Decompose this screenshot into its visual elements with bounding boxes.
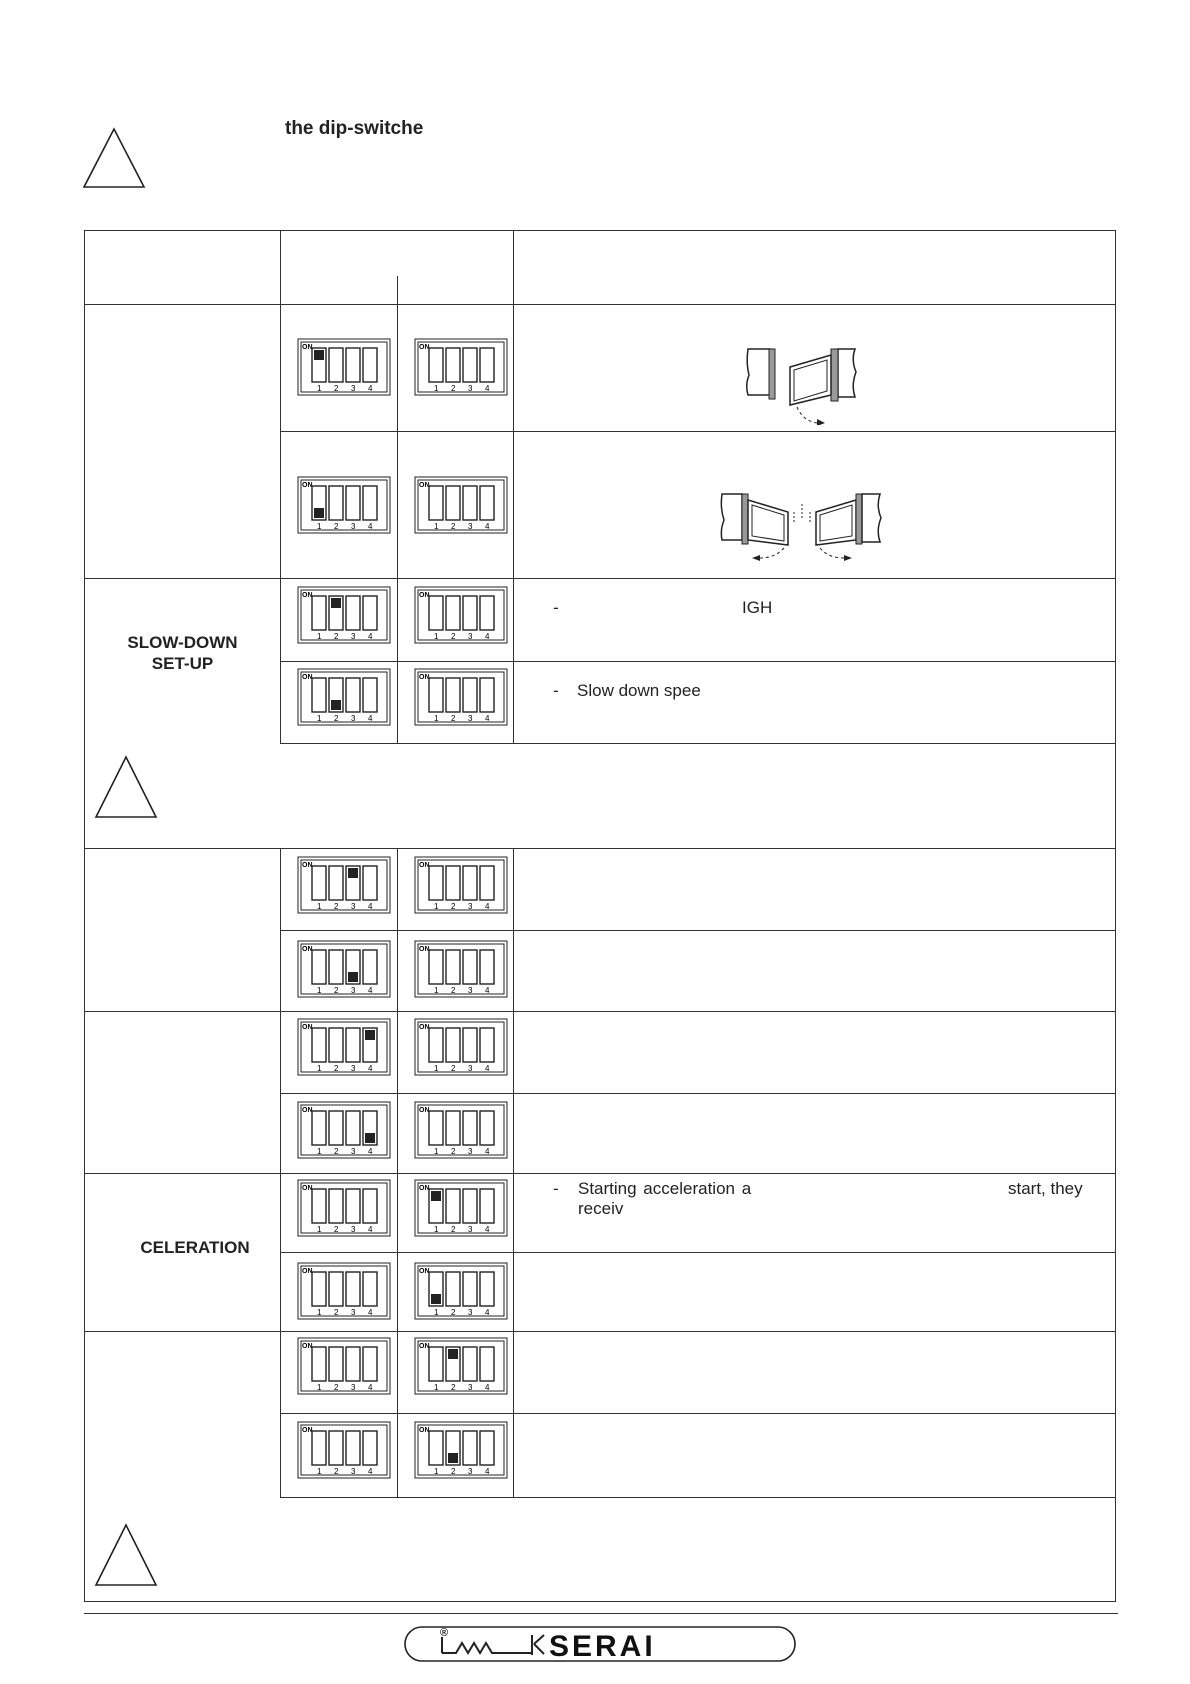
dip-switch-diagram <box>414 1179 508 1237</box>
dip-switch-number: 1 <box>434 632 439 641</box>
dip-switch-slot <box>363 1272 377 1306</box>
dip-switch-slot <box>312 1431 326 1465</box>
dip-switch-slot <box>329 1272 343 1306</box>
dip-switch-number: 3 <box>468 1467 473 1476</box>
dip-switch-slot <box>480 1347 494 1381</box>
slowdown-label-line2: SET-UP <box>151 654 214 673</box>
dip-switch-slot <box>312 1347 326 1381</box>
dip-switch-slot <box>463 950 477 984</box>
dip-switch-slot <box>363 1347 377 1381</box>
dip-switch-slot <box>312 1189 326 1223</box>
dip-on-label: ON <box>302 482 313 489</box>
dip-switch-number: 4 <box>485 632 490 641</box>
dip-switch-slot <box>363 486 377 520</box>
dip-switch-knob <box>314 350 324 360</box>
dip-switch-number: 1 <box>434 986 439 995</box>
dip-switch-number: 4 <box>485 1225 490 1234</box>
dip-switch-slot <box>480 866 494 900</box>
dip-switch-diagram <box>414 1262 508 1320</box>
dip-switch-slot <box>446 866 460 900</box>
dip-switch-number: 1 <box>317 1383 322 1392</box>
dip-switch-number: 1 <box>317 1064 322 1073</box>
dip-switch-number: 2 <box>334 902 339 911</box>
dash: - <box>553 1179 559 1198</box>
warning-triangle-icon <box>94 755 158 819</box>
dip-switch-slot <box>429 348 443 382</box>
dip-switch-number: 3 <box>468 1147 473 1156</box>
dip-switch-diagram <box>297 940 391 998</box>
dip-switch-number: 2 <box>451 1467 456 1476</box>
dip-switch-slot <box>463 596 477 630</box>
dip-switch-slot <box>480 1189 494 1223</box>
dip-switch-slot <box>463 486 477 520</box>
dip-on-label: ON <box>302 344 313 351</box>
dip-on-label: ON <box>302 592 313 599</box>
dip-switch-number: 4 <box>485 986 490 995</box>
dip-switch-slot <box>480 1272 494 1306</box>
dip-switch-slot <box>363 348 377 382</box>
dip-switch-number: 4 <box>485 1467 490 1476</box>
brand-text: SERAI <box>549 1630 656 1662</box>
dip-switch-number: 3 <box>351 632 356 641</box>
dip-switch-diagram <box>297 338 391 396</box>
dip-switch-diagram <box>297 1101 391 1159</box>
dip-switch-knob <box>365 1133 375 1143</box>
dip-on-label: ON <box>419 1024 430 1031</box>
dip-switch-knob <box>365 1030 375 1040</box>
serai-logo <box>404 1626 796 1662</box>
dip-switch-number: 3 <box>468 1383 473 1392</box>
dip-switch-number: 4 <box>485 714 490 723</box>
dip-switch-slot <box>429 1111 443 1145</box>
dip-switch-number: 2 <box>451 632 456 641</box>
dip-switch-number: 4 <box>368 714 373 723</box>
dip-on-label: ON <box>302 674 313 681</box>
dip-switch-number: 3 <box>351 1383 356 1392</box>
dip-on-label: ON <box>419 344 430 351</box>
dip-switch-number: 4 <box>485 1308 490 1317</box>
dip-switch-slot <box>329 1111 343 1145</box>
dip-on-label: ON <box>419 674 430 681</box>
dip-switch-slot <box>446 348 460 382</box>
dip-switch-number: 2 <box>451 1308 456 1317</box>
dip-switch-number: 3 <box>468 522 473 531</box>
dip-switch-slot <box>312 1111 326 1145</box>
dip-switch-knob <box>331 700 341 710</box>
dip-switch-number: 4 <box>368 1467 373 1476</box>
dip-switch-diagram <box>297 1179 391 1237</box>
dip-on-label: ON <box>302 1343 313 1350</box>
dip-switch-slot <box>363 950 377 984</box>
dip-switch-slot <box>329 486 343 520</box>
page-title: the dip-switche <box>285 118 424 139</box>
dip-switch-knob <box>348 972 358 982</box>
dip-switch-number: 4 <box>368 1308 373 1317</box>
dip-switch-number: 3 <box>468 902 473 911</box>
dip-switch-number: 3 <box>351 902 356 911</box>
dip-on-label: ON <box>302 1268 313 1275</box>
dip-switch-knob <box>431 1191 441 1201</box>
dip-switch-slot <box>312 1272 326 1306</box>
dip-switch-slot <box>312 866 326 900</box>
dip-on-label: ON <box>419 1343 430 1350</box>
dip-switch-slot <box>346 348 360 382</box>
dip-switch-number: 4 <box>368 522 373 531</box>
dip-switch-knob <box>431 1294 441 1304</box>
dip-switch-number: 1 <box>434 522 439 531</box>
dip-switch-diagram <box>414 586 508 644</box>
dip-switch-number: 4 <box>368 986 373 995</box>
dip-on-label: ON <box>419 1268 430 1275</box>
dip-switch-slot <box>480 486 494 520</box>
dip-switch-number: 1 <box>317 1225 322 1234</box>
dip-switch-slot <box>446 596 460 630</box>
dip-switch-slot <box>429 1347 443 1381</box>
dip-switch-slot <box>480 348 494 382</box>
dip-switch-number: 3 <box>468 632 473 641</box>
dip-switch-knob <box>331 598 341 608</box>
dip-on-label: ON <box>302 946 313 953</box>
dip-switch-number: 1 <box>434 1147 439 1156</box>
dip-switch-number: 1 <box>434 1383 439 1392</box>
dip-switch-slot <box>463 1111 477 1145</box>
slowdown-high-text: IGH <box>742 598 773 617</box>
dip-switch-number: 2 <box>451 522 456 531</box>
dip-on-label: ON <box>419 482 430 489</box>
dip-switch-number: 3 <box>468 384 473 393</box>
dip-switch-number: 1 <box>434 1225 439 1234</box>
dip-switch-diagram <box>297 856 391 914</box>
dip-on-label: ON <box>302 1185 313 1192</box>
dip-switch-number: 4 <box>485 522 490 531</box>
dip-on-label: ON <box>302 1024 313 1031</box>
dip-switch-slot <box>346 1431 360 1465</box>
registered-mark: ® <box>440 1627 449 1639</box>
dip-switch-number: 1 <box>434 384 439 393</box>
dip-switch-slot <box>463 1272 477 1306</box>
dip-switch-number: 1 <box>317 902 322 911</box>
dip-switch-slot <box>429 866 443 900</box>
slowdown-label-line1: SLOW-DOWN <box>127 633 238 652</box>
dip-switch-diagram <box>297 1018 391 1076</box>
dip-switch-number: 3 <box>351 1064 356 1073</box>
dip-switch-slot <box>363 1189 377 1223</box>
dip-switch-slot <box>480 950 494 984</box>
dip-switch-number: 3 <box>351 714 356 723</box>
dip-switch-slot <box>363 596 377 630</box>
dip-switch-slot <box>329 950 343 984</box>
dip-switch-number: 2 <box>451 986 456 995</box>
dip-switch-slot <box>346 1347 360 1381</box>
dip-switch-diagram <box>414 1421 508 1479</box>
dip-switch-slot <box>480 1111 494 1145</box>
dip-switch-number: 2 <box>334 1467 339 1476</box>
dip-switch-number: 1 <box>317 522 322 531</box>
dip-switch-diagram <box>414 1101 508 1159</box>
dip-switch-diagram <box>414 338 508 396</box>
dip-switch-number: 4 <box>485 1147 490 1156</box>
dip-switch-slot <box>346 678 360 712</box>
dip-switch-number: 2 <box>334 384 339 393</box>
dip-switch-number: 2 <box>334 1308 339 1317</box>
dip-switch-slot <box>463 1189 477 1223</box>
dip-switch-number: 2 <box>334 1147 339 1156</box>
dip-switch-slot <box>480 1028 494 1062</box>
dip-switch-slot <box>329 1189 343 1223</box>
dip-switch-slot <box>346 1272 360 1306</box>
dip-on-label: ON <box>419 592 430 599</box>
dip-switch-number: 4 <box>485 384 490 393</box>
dip-switch-number: 3 <box>351 986 356 995</box>
dip-switch-slot <box>446 678 460 712</box>
dip-switch-diagram <box>297 586 391 644</box>
dip-switch-number: 3 <box>351 1308 356 1317</box>
dip-switch-slot <box>346 1028 360 1062</box>
dip-switch-number: 2 <box>451 714 456 723</box>
dip-switch-number: 1 <box>434 1064 439 1073</box>
dip-switch-number: 1 <box>317 1147 322 1156</box>
dip-switch-diagram <box>297 1262 391 1320</box>
dip-switch-slot <box>446 1189 460 1223</box>
dip-switch-number: 4 <box>368 1064 373 1073</box>
dip-switch-slot <box>312 596 326 630</box>
dip-switch-knob <box>448 1349 458 1359</box>
dip-switch-number: 2 <box>334 714 339 723</box>
dip-switch-slot <box>346 1111 360 1145</box>
dip-switch-number: 3 <box>468 986 473 995</box>
acceleration-label: CELERATION <box>140 1238 250 1257</box>
dip-on-label: ON <box>419 1427 430 1434</box>
dip-switch-knob <box>348 868 358 878</box>
dip-switch-slot <box>429 1028 443 1062</box>
dip-switch-number: 3 <box>468 1225 473 1234</box>
dip-switch-number: 1 <box>317 986 322 995</box>
dip-switch-number: 2 <box>451 1147 456 1156</box>
dip-on-label: ON <box>419 946 430 953</box>
dip-switch-slot <box>429 678 443 712</box>
dip-switch-slot <box>446 486 460 520</box>
dip-switch-diagram <box>414 940 508 998</box>
dip-switch-number: 3 <box>468 714 473 723</box>
dip-switch-slot <box>480 678 494 712</box>
dip-switch-diagram <box>297 1337 391 1395</box>
dip-switch-number: 1 <box>317 1467 322 1476</box>
dip-switch-slot <box>446 1028 460 1062</box>
dip-switch-number: 1 <box>434 1467 439 1476</box>
dip-switch-slot <box>446 1111 460 1145</box>
dip-switch-number: 4 <box>368 1147 373 1156</box>
single-gate-icon <box>745 345 860 425</box>
dip-switch-slot <box>346 596 360 630</box>
dip-switch-number: 1 <box>317 714 322 723</box>
dip-switch-number: 2 <box>334 1383 339 1392</box>
dip-switch-number: 4 <box>368 1383 373 1392</box>
dip-switch-diagram <box>297 1421 391 1479</box>
dip-switch-number: 4 <box>368 1225 373 1234</box>
dip-switch-slot <box>429 1431 443 1465</box>
dip-switch-slot <box>329 1431 343 1465</box>
dip-switch-slot <box>429 486 443 520</box>
dip-switch-diagram <box>414 1018 508 1076</box>
dip-switch-number: 2 <box>334 1225 339 1234</box>
double-gate-icon <box>720 490 885 570</box>
dip-switch-slot <box>346 486 360 520</box>
dip-switch-slot <box>329 348 343 382</box>
acceleration-text-line2: receiv <box>578 1199 624 1218</box>
dip-switch-diagram <box>414 1337 508 1395</box>
dip-switch-number: 3 <box>351 522 356 531</box>
dip-switch-slot <box>312 1028 326 1062</box>
dip-on-label: ON <box>419 862 430 869</box>
dip-switch-slot <box>346 1189 360 1223</box>
dip-switch-number: 2 <box>334 986 339 995</box>
dip-on-label: ON <box>302 1107 313 1114</box>
dip-switch-slot <box>363 678 377 712</box>
dip-switch-number: 2 <box>451 1383 456 1392</box>
dip-switch-number: 3 <box>351 384 356 393</box>
dip-switch-number: 2 <box>451 384 456 393</box>
dip-switch-slot <box>480 1431 494 1465</box>
dip-switch-number: 2 <box>451 902 456 911</box>
dip-switch-slot <box>463 1431 477 1465</box>
dip-switch-slot <box>446 950 460 984</box>
dip-switch-number: 3 <box>468 1064 473 1073</box>
dip-switch-number: 3 <box>351 1225 356 1234</box>
acceleration-text-b: start, they <box>1008 1179 1083 1198</box>
dip-switch-number: 3 <box>468 1308 473 1317</box>
dip-switch-slot <box>329 866 343 900</box>
dip-switch-slot <box>429 950 443 984</box>
dip-switch-number: 2 <box>334 632 339 641</box>
dip-switch-number: 1 <box>317 1308 322 1317</box>
dip-switch-number: 1 <box>317 384 322 393</box>
dip-switch-number: 3 <box>351 1467 356 1476</box>
dip-on-label: ON <box>419 1107 430 1114</box>
dip-switch-slot <box>463 678 477 712</box>
warning-triangle-icon <box>82 127 146 189</box>
dip-switch-knob <box>314 508 324 518</box>
dip-switch-slot <box>463 866 477 900</box>
slowdown-speed-text: Slow down spee <box>577 681 701 700</box>
dip-switch-number: 1 <box>434 714 439 723</box>
dip-switch-slot <box>429 596 443 630</box>
dip-switch-number: 1 <box>317 632 322 641</box>
dip-switch-diagram <box>414 668 508 726</box>
dip-on-label: ON <box>419 1185 430 1192</box>
warning-triangle-icon <box>94 1523 158 1587</box>
dash: - <box>553 598 559 617</box>
dip-switch-knob <box>448 1453 458 1463</box>
dip-switch-number: 4 <box>368 902 373 911</box>
dip-switch-slot <box>463 1347 477 1381</box>
dip-switch-slot <box>463 1028 477 1062</box>
dip-switch-number: 2 <box>451 1225 456 1234</box>
dip-on-label: ON <box>302 1427 313 1434</box>
dip-switch-number: 4 <box>368 632 373 641</box>
dip-switch-number: 4 <box>485 902 490 911</box>
dip-switch-number: 2 <box>451 1064 456 1073</box>
dip-switch-slot <box>463 348 477 382</box>
dip-switch-slot <box>312 678 326 712</box>
dip-switch-slot <box>446 1272 460 1306</box>
dash: - <box>553 681 559 700</box>
dip-switch-diagram <box>414 856 508 914</box>
dip-switch-number: 2 <box>334 1064 339 1073</box>
acceleration-text-a: Starting acceleration a <box>578 1179 752 1198</box>
dip-switch-diagram <box>297 668 391 726</box>
dip-switch-slot <box>312 950 326 984</box>
dip-switch-slot <box>363 866 377 900</box>
dip-switch-slot <box>329 1347 343 1381</box>
dip-switch-number: 4 <box>368 384 373 393</box>
dip-on-label: ON <box>302 862 313 869</box>
dip-switch-slot <box>329 1028 343 1062</box>
dip-switch-number: 1 <box>434 1308 439 1317</box>
dip-switch-number: 1 <box>434 902 439 911</box>
dip-switch-diagram <box>297 476 391 534</box>
dip-switch-number: 3 <box>351 1147 356 1156</box>
dip-switch-number: 4 <box>485 1064 490 1073</box>
dip-switch-number: 2 <box>334 522 339 531</box>
dip-switch-slot <box>363 1431 377 1465</box>
dip-switch-slot <box>480 596 494 630</box>
dip-switch-diagram <box>414 476 508 534</box>
dip-switch-number: 4 <box>485 1383 490 1392</box>
